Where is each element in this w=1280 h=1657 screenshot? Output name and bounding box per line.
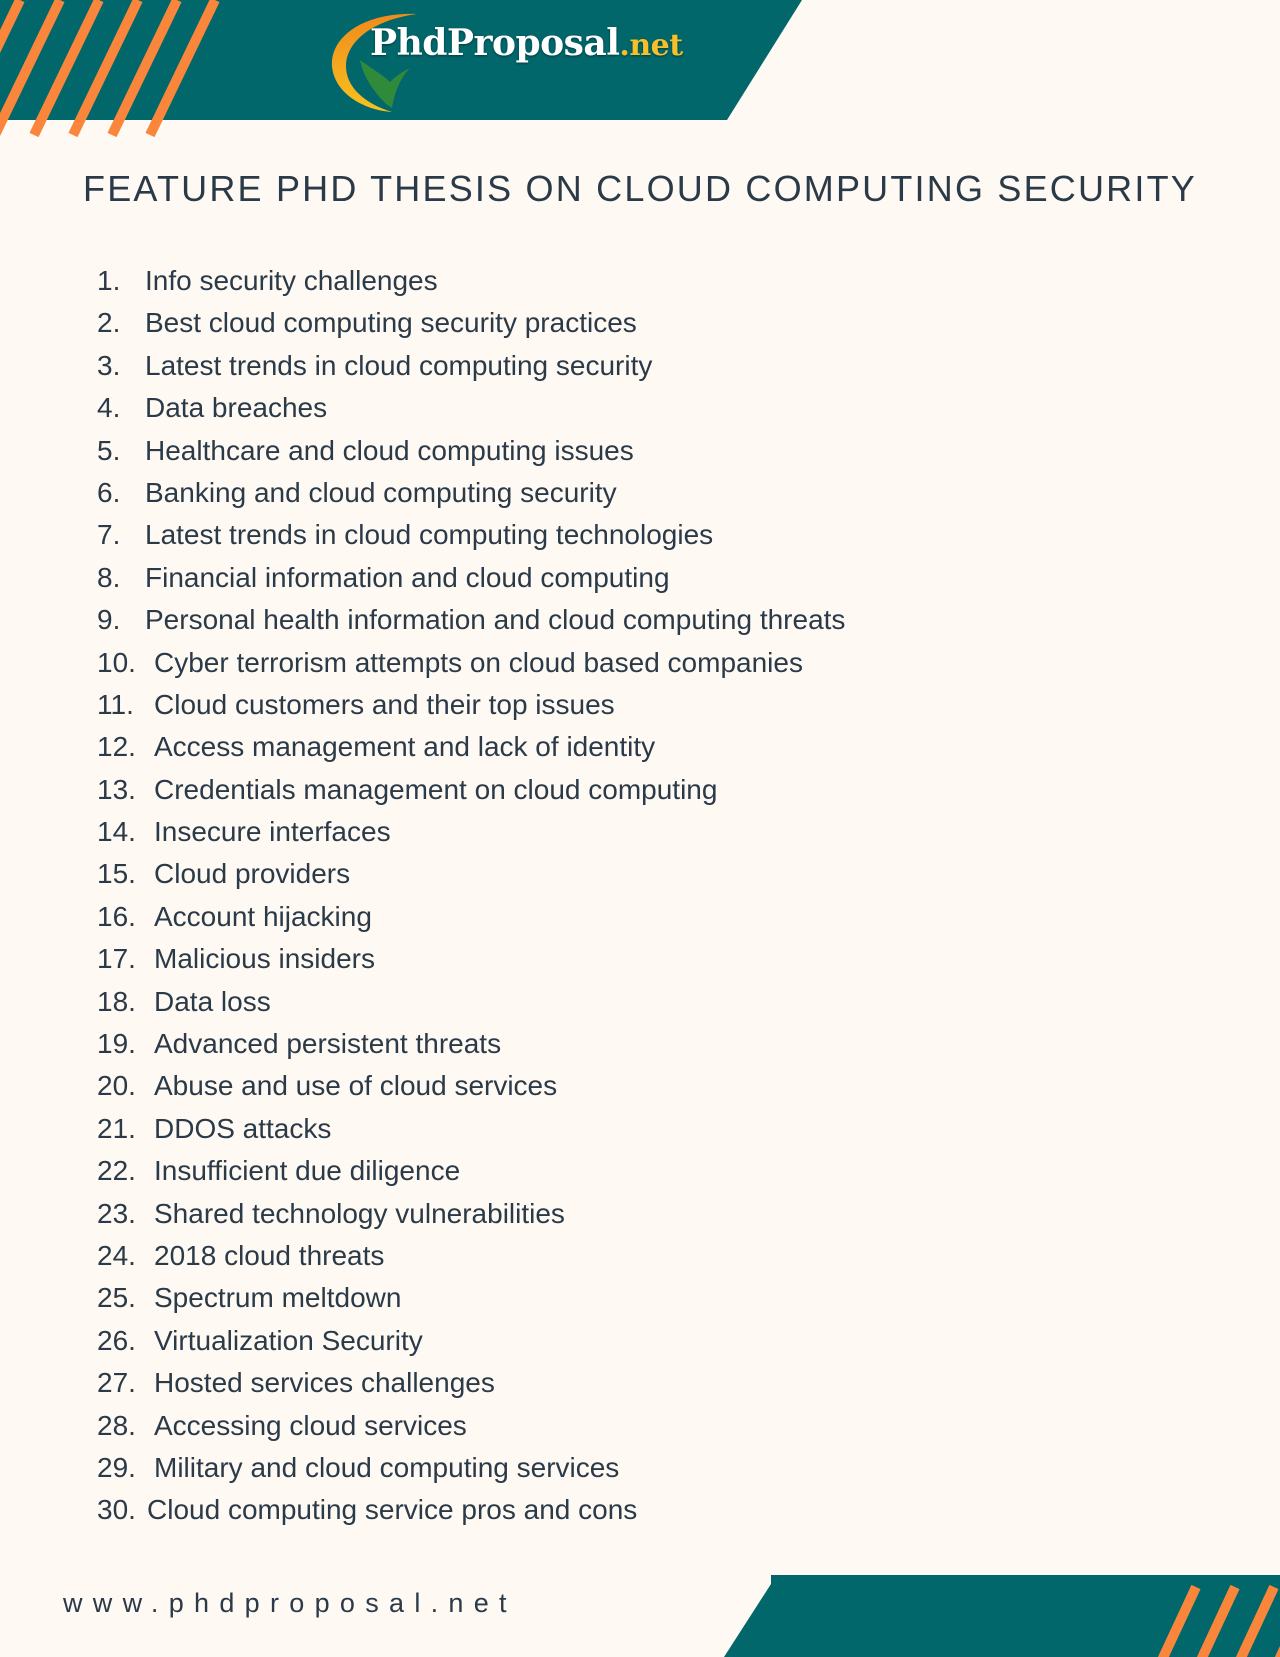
item-text: DDOS attacks <box>154 1112 332 1144</box>
site-logo[interactable] <box>322 8 702 116</box>
item-text: Access management and lack of identity <box>154 731 656 763</box>
item-text: Accessing cloud services <box>154 1409 467 1441</box>
item-text: Personal health information and cloud computing threats <box>145 604 846 636</box>
list-item <box>97 1447 845 1489</box>
item-text: Cloud providers <box>154 858 351 890</box>
item-number: 16. <box>97 900 136 932</box>
footer-website-link[interactable]: www.phdproposal.net <box>63 1588 517 1618</box>
list-item <box>97 642 845 684</box>
item-text: Best cloud computing security practices <box>145 307 637 339</box>
list-item <box>97 1235 845 1277</box>
item-number: 29. <box>97 1451 136 1483</box>
item-number: 2. <box>97 307 121 339</box>
item-text: Shared technology vulnerabilities <box>154 1197 565 1229</box>
item-text: Spectrum meltdown <box>154 1282 402 1314</box>
list-item <box>97 430 845 472</box>
list-item <box>97 1193 845 1235</box>
item-number: 7. <box>97 519 121 551</box>
item-text: Malicious insiders <box>154 943 375 975</box>
item-number: 4. <box>97 392 121 424</box>
list-item <box>97 260 845 302</box>
item-number: 8. <box>97 561 121 593</box>
item-number: 1. <box>97 265 121 296</box>
list-item <box>97 1320 845 1362</box>
list-item <box>97 684 845 726</box>
list-item <box>97 896 845 938</box>
item-number: 13. <box>97 773 136 805</box>
item-number: 30. <box>97 1494 136 1526</box>
item-number: 11. <box>97 688 134 720</box>
list-item <box>97 981 845 1023</box>
list-item <box>97 1108 845 1150</box>
list-item <box>97 1489 845 1531</box>
list-item <box>97 1150 845 1192</box>
item-text: Abuse and use of cloud services <box>154 1070 558 1102</box>
item-number: 19. <box>97 1028 136 1060</box>
item-text: 2018 cloud threats <box>154 1239 385 1271</box>
item-number: 21. <box>97 1112 136 1144</box>
list-item <box>97 853 845 895</box>
item-text: Latest trends in cloud computing technologies <box>145 519 714 551</box>
item-text: Info security challenges <box>145 265 438 296</box>
footer-banner <box>0 1570 1280 1657</box>
item-text: Cloud computing service pros and cons <box>147 1494 638 1526</box>
item-number: 10. <box>97 646 136 678</box>
item-number: 20. <box>97 1070 136 1102</box>
item-text: Data breaches <box>145 392 328 424</box>
item-number: 25. <box>97 1282 136 1314</box>
item-text: Cyber terrorism attempts on cloud based companies <box>154 646 803 678</box>
item-number: 27. <box>97 1367 136 1399</box>
item-text: Account hijacking <box>154 900 372 932</box>
item-text: Advanced persistent threats <box>154 1028 502 1060</box>
item-number: 24. <box>97 1239 136 1271</box>
list-item <box>97 1362 845 1404</box>
list-item <box>97 769 845 811</box>
list-item <box>97 514 845 556</box>
list-item <box>97 302 845 344</box>
list-item <box>97 599 845 641</box>
item-text: Data loss <box>154 985 271 1017</box>
topic-list <box>97 260 845 1532</box>
item-text: Banking and cloud computing security <box>145 476 617 508</box>
page-title: FEATURE PHD THESIS ON CLOUD COMPUTING SECURITY <box>83 168 1197 209</box>
item-text: Virtualization Security <box>154 1324 423 1356</box>
item-number: 9. <box>97 604 121 636</box>
item-number: 5. <box>97 434 121 466</box>
list-item <box>97 811 845 853</box>
list-item <box>97 387 845 429</box>
item-number: 14. <box>97 816 136 848</box>
item-text: Cloud customers and their top issues <box>154 688 615 720</box>
list-item <box>97 1277 845 1319</box>
item-number: 3. <box>97 349 121 381</box>
logo-wordmark <box>370 22 683 64</box>
item-text: Insecure interfaces <box>154 816 391 848</box>
item-number: 17. <box>97 943 136 975</box>
item-number: 18. <box>97 985 136 1017</box>
item-text: Latest trends in cloud computing security <box>145 349 653 381</box>
item-number: 26. <box>97 1324 136 1356</box>
item-number: 23. <box>97 1197 136 1229</box>
list-item <box>97 1405 845 1447</box>
item-text: Credentials management on cloud computing <box>154 773 718 805</box>
item-number: 28. <box>97 1409 136 1441</box>
logo-tld: .net <box>619 28 683 63</box>
list-item <box>97 472 845 514</box>
list-item <box>97 1023 845 1065</box>
item-number: 12. <box>97 731 136 763</box>
list-item <box>97 726 845 768</box>
logo-name: PhdProposal <box>370 22 620 64</box>
item-text: Military and cloud computing services <box>154 1451 620 1483</box>
item-text: Financial information and cloud computing <box>145 561 670 593</box>
item-text: Healthcare and cloud computing issues <box>145 434 634 466</box>
item-number: 15. <box>97 858 136 890</box>
list-item <box>97 557 845 599</box>
list-item <box>97 1065 845 1107</box>
item-number: 22. <box>97 1155 136 1187</box>
item-number: 6. <box>97 476 121 508</box>
item-text: Hosted services challenges <box>154 1367 495 1399</box>
item-text: Insufficient due diligence <box>154 1155 461 1187</box>
list-item <box>97 345 845 387</box>
list-item <box>97 938 845 980</box>
